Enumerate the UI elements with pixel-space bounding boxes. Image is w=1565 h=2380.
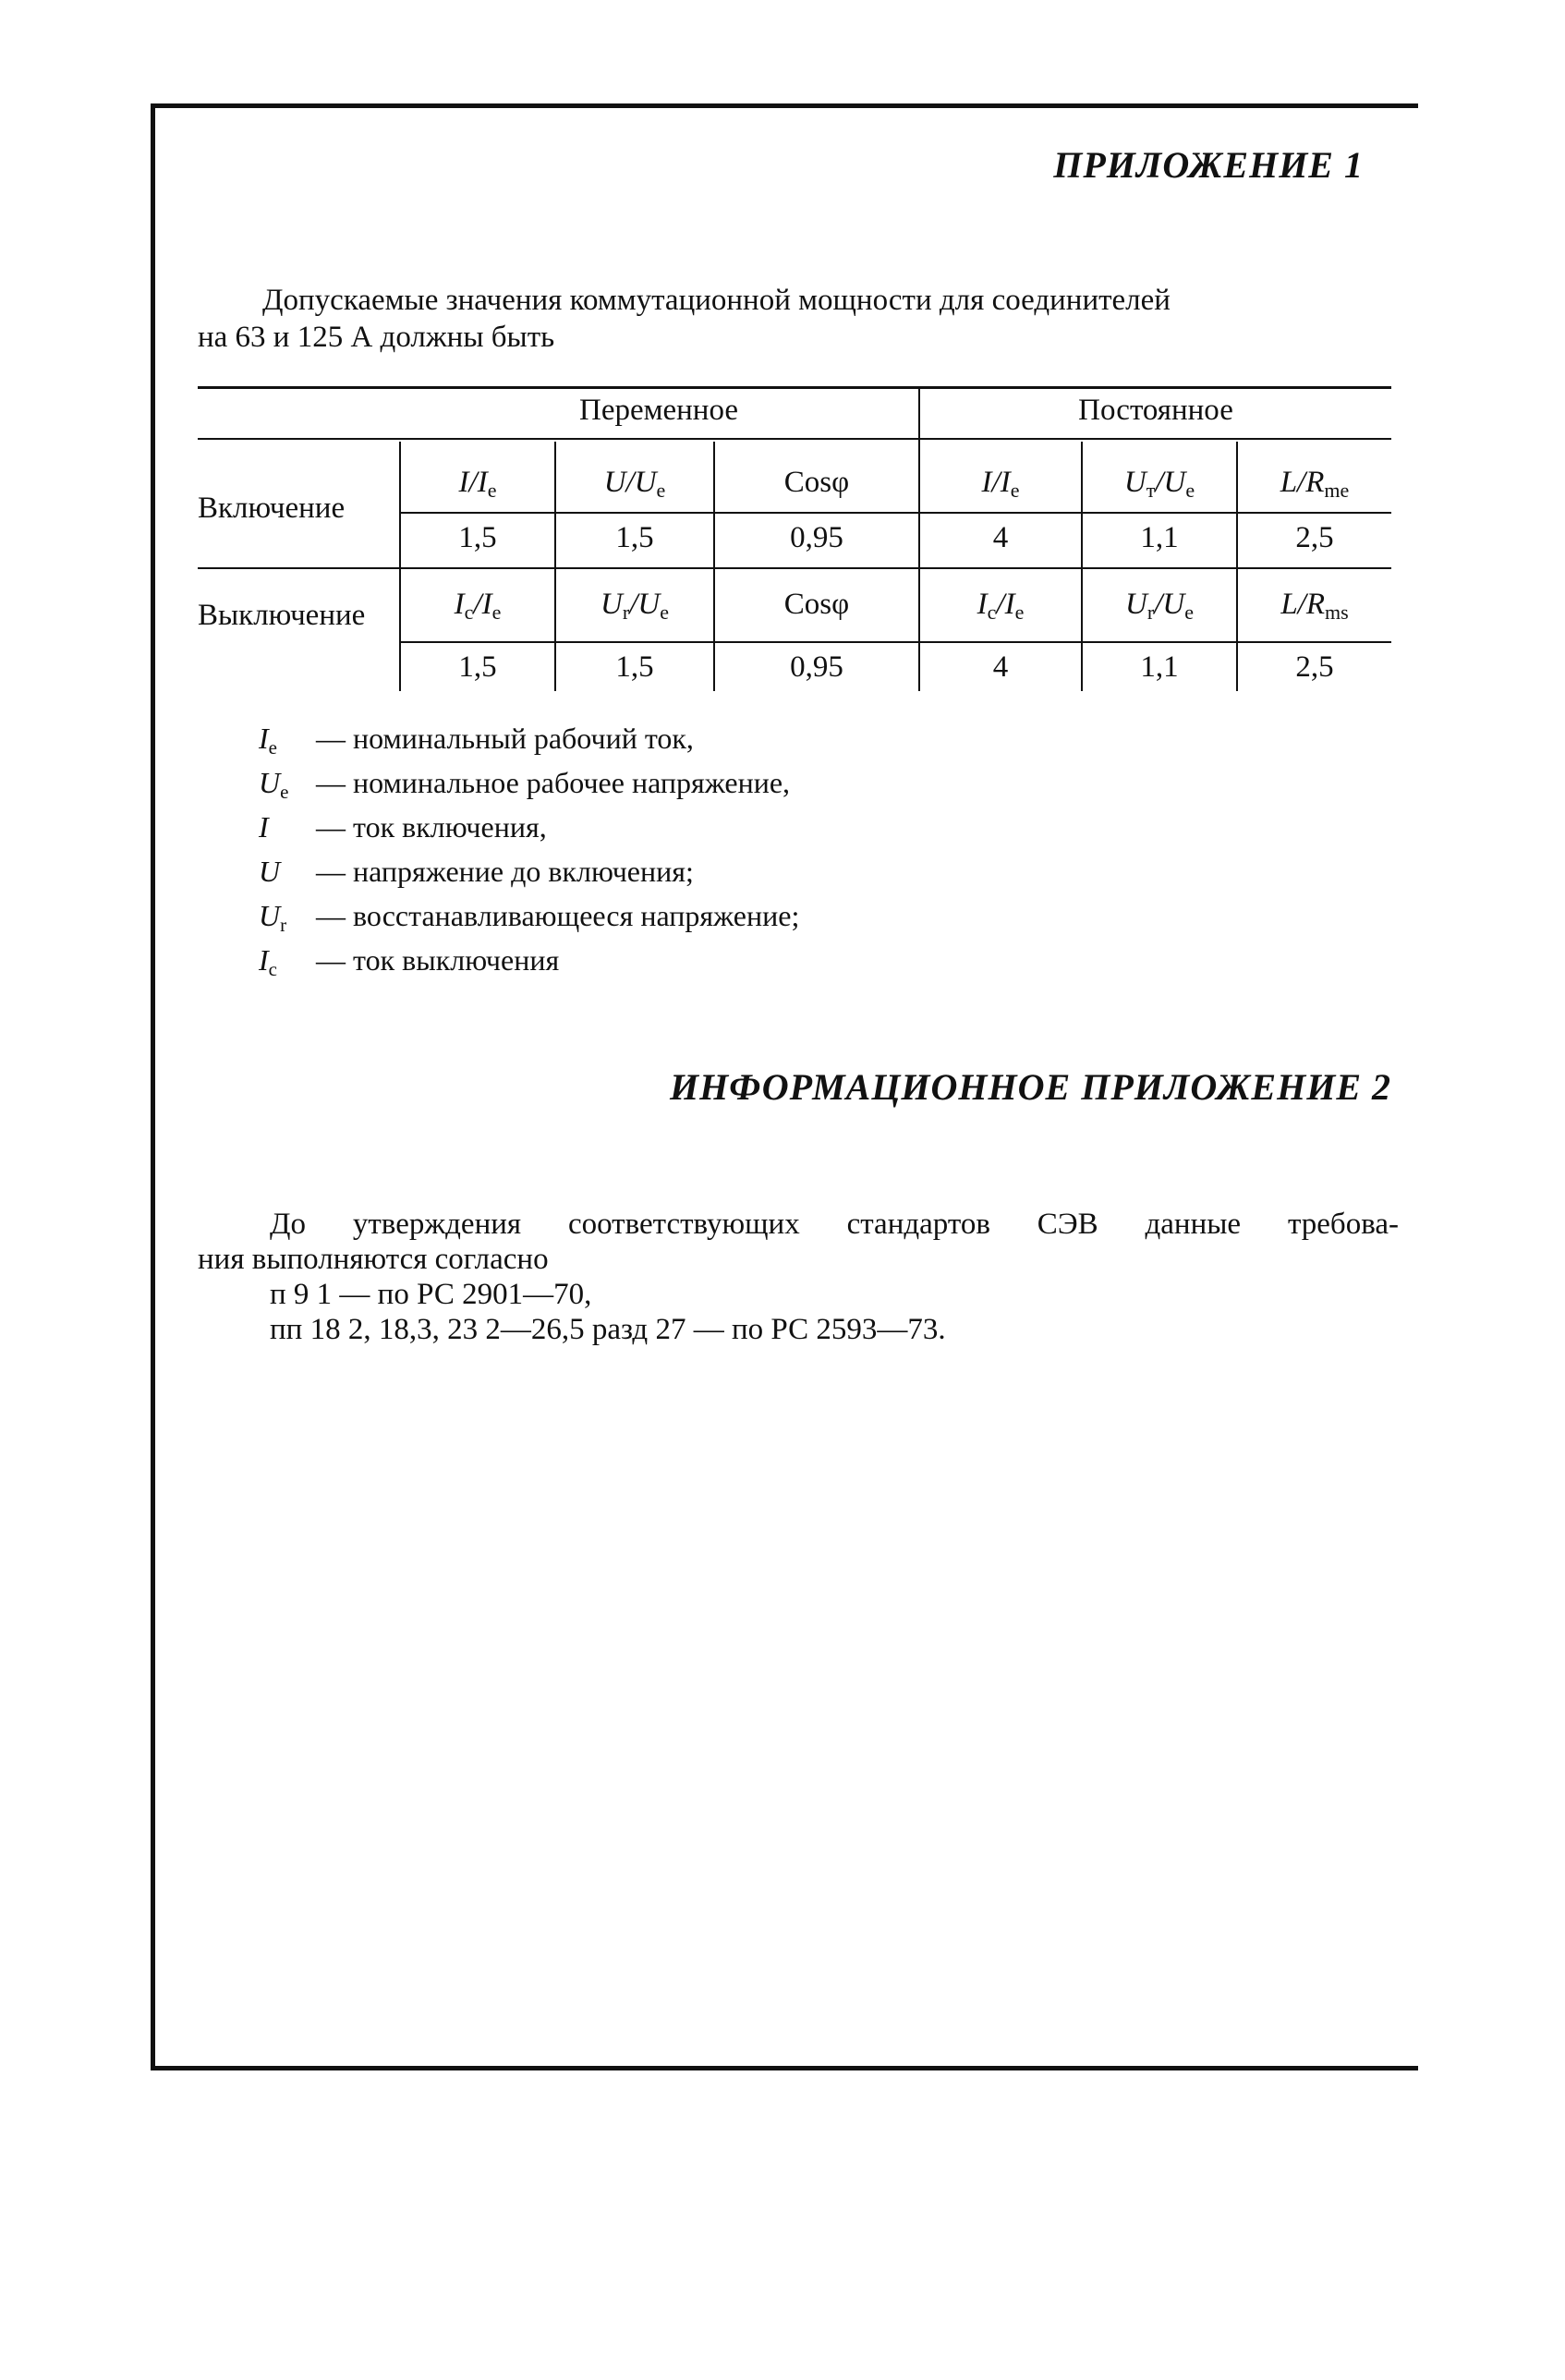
para-line-4: пп 18 2, 18,3, 23 2—26,5 разд 27 — по РС 2593—73.: [270, 1313, 946, 1346]
para-line-3: п 9 1 — по РС 2901—70,: [270, 1278, 592, 1311]
switching-capacity-table: [198, 386, 1391, 697]
legend-item: $I_c$ — ток выключения: [259, 943, 560, 980]
table-top-rule: [198, 386, 1391, 389]
r1-v5: 1,1: [1140, 521, 1179, 554]
legend-item: U — напряжение до включения;: [259, 855, 694, 888]
r2-v4: 4: [992, 650, 1009, 684]
appendix-2-title: ИНФОРМАЦИОННОЕ ПРИЛОЖЕНИЕ 2: [670, 1066, 1391, 1108]
r2-h-voltage-ratio: $U_r/U_e$: [601, 588, 669, 624]
para-line-2: ния выполняются согласно: [198, 1243, 549, 1276]
row-label-on: Включение: [198, 492, 346, 525]
row-label-off: Выключение: [198, 599, 366, 632]
r1-h-dc-voltage-ratio: $U_т/U_e$: [1123, 466, 1195, 502]
r2-v5: 1,1: [1140, 650, 1179, 684]
group-dc-header: Постоянное: [1078, 394, 1233, 427]
appendix-1-title: ПРИЛОЖЕНИЕ 1: [1053, 144, 1364, 186]
r1-h-dc-current-ratio: $I/I_e$: [981, 466, 1020, 502]
r1-h-current-ratio: $I/I_e$: [458, 466, 497, 502]
r2-v2: 1,5: [615, 650, 654, 684]
appendix-2-paragraph: [198, 1207, 1399, 1347]
r2-h-dc-current-ratio: $I_c/I_e$: [977, 588, 1025, 624]
row2-header-underline: [399, 641, 1391, 643]
r2-h-dc-voltage-ratio: $U_r/U_e$: [1125, 588, 1194, 624]
r2-h-cosphi: Cosφ: [783, 588, 850, 621]
row1-header-underline: [399, 512, 1391, 514]
r2-v1: 1,5: [458, 650, 497, 684]
symbol-legend: [259, 721, 799, 987]
r1-v2: 1,5: [615, 521, 654, 554]
r1-v1: 1,5: [458, 521, 497, 554]
frame-bottom-rule: [151, 2066, 1418, 2070]
frame-left-rule: [151, 103, 155, 2070]
r1-v4: 4: [992, 521, 1009, 554]
para-line-1: До утверждения соответствующих стандартов СЭВ данные требова-: [270, 1208, 1399, 1241]
r2-v3: 0,95: [790, 650, 843, 684]
r1-v3: 0,95: [790, 521, 843, 554]
table-group-rule: [198, 438, 1391, 440]
table-row-separator: [198, 567, 1391, 569]
r1-h-cosphi: Cosφ: [783, 466, 850, 499]
legend-item: $I_e$ — номинальный рабочий ток,: [259, 722, 694, 759]
r2-h-current-ratio: $I_c/I_e$: [454, 588, 502, 624]
intro-line-1: Допускаемые значения коммутационной мощности для соединителей: [262, 284, 1171, 317]
r1-h-time-constant: $L/R_{me}$: [1280, 466, 1350, 502]
legend-item: $U_e$ — номинальное рабочее напряжение,: [259, 766, 791, 803]
r1-v6: 2,5: [1295, 521, 1334, 554]
frame-top-rule: [151, 103, 1418, 108]
legend-item: $U_r$ — восстанавливающееся напряжение;: [259, 899, 800, 936]
r2-h-time-constant: $L/R_{ms}$: [1280, 588, 1349, 624]
group-ac-header: Переменное: [578, 394, 739, 427]
legend-item: I — ток включения,: [259, 810, 547, 844]
appendix-1-intro: [198, 282, 1389, 356]
r2-v6: 2,5: [1295, 650, 1334, 684]
r1-h-voltage-ratio: $U/U_e$: [603, 466, 666, 502]
intro-line-2: на 63 и 125 А должны быть: [198, 321, 555, 354]
